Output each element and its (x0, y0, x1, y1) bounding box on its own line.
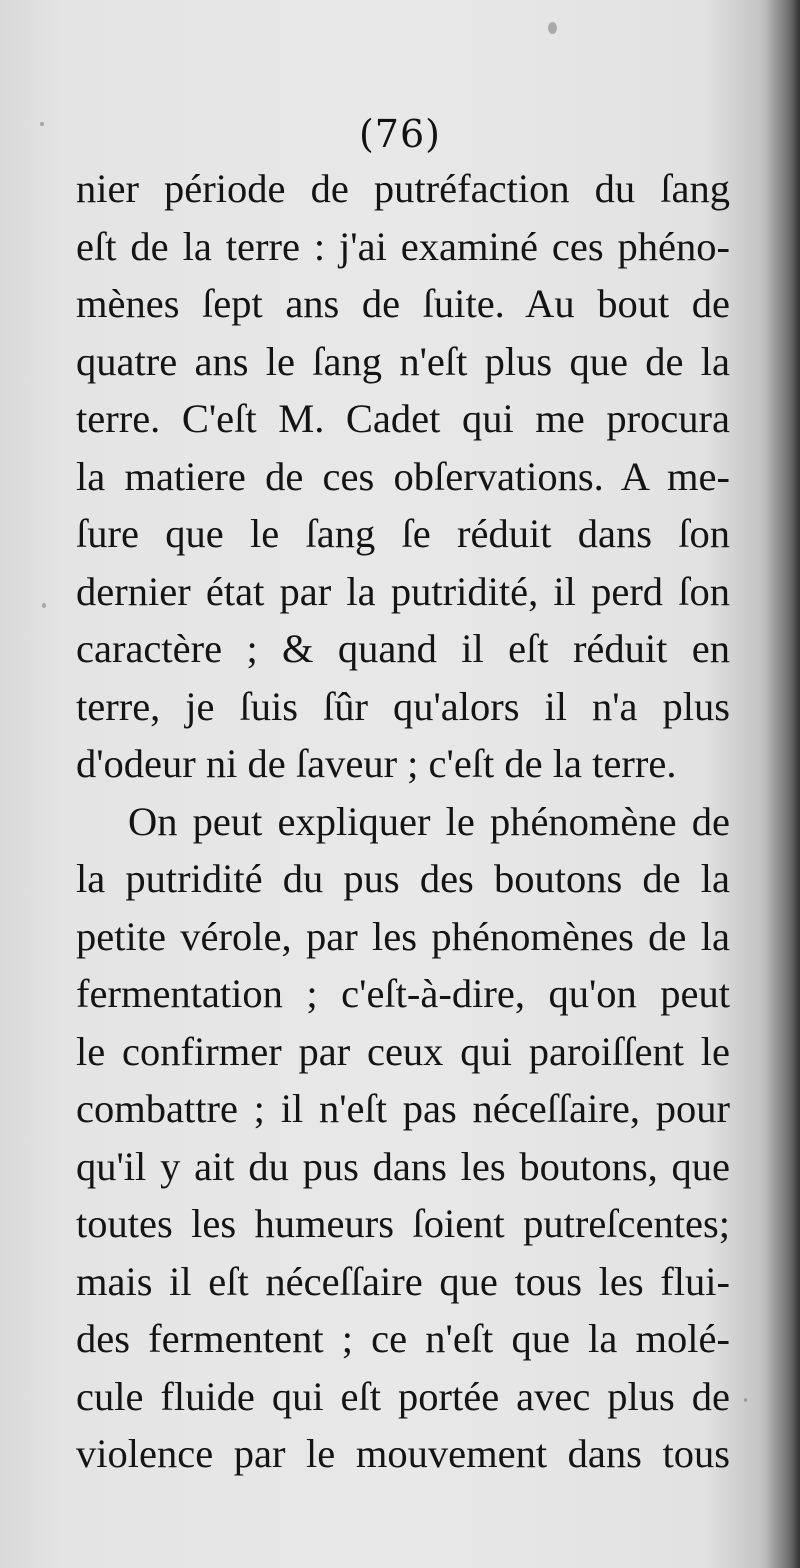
body-text (76, 160, 730, 1483)
text-line: qu'il y ait du pus dans les boutons, que (76, 1143, 730, 1189)
text-line: dernier état par la putridité, il perd ſon (76, 568, 730, 614)
text-line: ſure que le ſang ſe réduit dans ſon (76, 511, 730, 556)
ink-speck (744, 1398, 747, 1402)
text-line: violence par le mouvement dans tous (76, 1431, 730, 1476)
ink-speck (42, 603, 46, 608)
text-line: terre, je ſuis ſûr qu'alors il n'a plus (76, 683, 730, 729)
text-line: toutes les humeurs ſoient putreſcentes; (76, 1201, 730, 1246)
text-line: combattre ; il n'eſt pas néceſſaire, pour (76, 1086, 730, 1131)
text-line: On peut expliquer le phénomène de (128, 798, 730, 844)
text-line: le confirmer par ceux qui paroiſſent le (76, 1028, 730, 1074)
text-line: terre. C'eſt M. Cadet qui me procura (76, 396, 730, 441)
text-line: la matiere de ces obſervations. A me- (76, 453, 730, 499)
text-line: petite vérole, par les phénomènes de la (76, 913, 730, 959)
text-line: d'odeur ni de ſaveur ; c'eſt de la terre. (76, 741, 677, 786)
text-line: des fermentent ; ce n'eſt que la molé- (76, 1316, 730, 1361)
ink-speck (548, 22, 557, 34)
text-line: mais il eſt néceſſaire que tous les flui- (76, 1258, 730, 1304)
text-line: caractère ; & quand il eſt réduit en (76, 626, 730, 671)
text-line: fermentation ; c'eſt-à-dire, qu'on peut (76, 971, 730, 1016)
page-edge-shadow (766, 0, 800, 1568)
text-line: cule fluide qui eſt portée avec plus de (76, 1373, 730, 1419)
text-line: quatre ans le ſang n'eſt plus que de la (76, 338, 730, 384)
text-line: la putridité du pus des boutons de la (76, 856, 730, 901)
text-line: nier période de putréfaction du ſang (76, 166, 730, 211)
page-number: (76) (358, 112, 441, 156)
text-line: mènes ſept ans de ſuite. Au bout de (76, 281, 730, 326)
text-line: eſt de la terre : j'ai examiné ces phéno- (76, 223, 730, 269)
